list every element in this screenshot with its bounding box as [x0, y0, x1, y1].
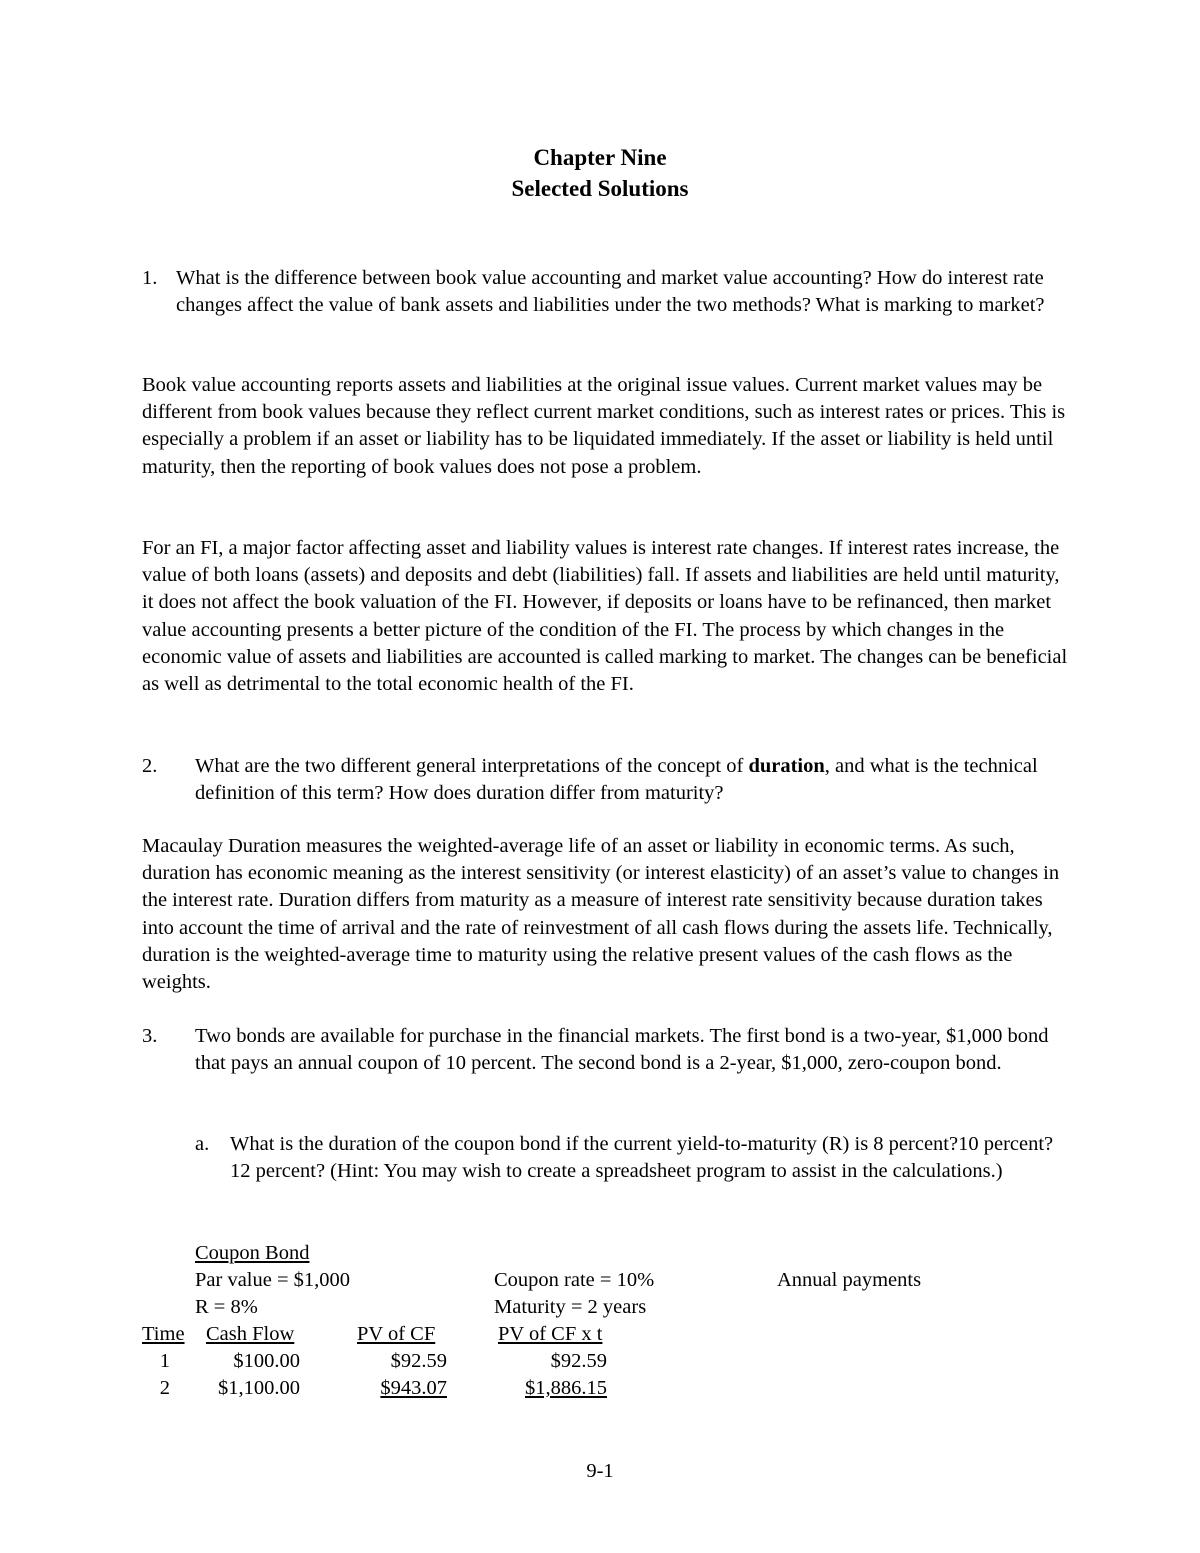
- row-1-pv-of-cf: $92.59: [390, 1350, 447, 1372]
- par-value: Par value = $1,000: [195, 1269, 351, 1291]
- page-number: 9-1: [586, 1460, 614, 1482]
- part-a-label: a.: [195, 1133, 210, 1155]
- question-1-number: 1.: [142, 267, 158, 289]
- question-3-text: Two bonds are available for purchase in the financial markets. The first bond is a two-year, $1,000 bond that pays an annual coupon of 10 percent. The second bond is a 2-year, $1,000, zero-coupon bond.: [195, 1025, 1049, 1075]
- row-2-cash-flow: $1,100.00: [218, 1377, 300, 1399]
- row-2-pv-of-cf-x-t: [480, 1375, 607, 1402]
- question-3-number: 3.: [142, 1025, 158, 1047]
- answer-1-paragraph-2: For an FI, a major factor affecting asset and liability values is interest rate changes. If interest rates increase, the value of both loans (assets) and deposits and debt (liabilities) fall. If assets and liabilities are held until maturity, it does not affect the book valuation of the FI. However, if deposits or loans have to be refinanced, then market value accounting presents a better picture of the condition of the FI. The process by which changes in the economic value of assets and liabilities are accounted is called marking to market. The changes can be beneficial as well as detrimental to the total economic health of the FI.: [142, 537, 1068, 696]
- chapter-subtitle: Selected Solutions: [511, 176, 689, 201]
- row-2-time: 2: [159, 1377, 170, 1399]
- coupon-bond-heading: Coupon Bond: [195, 1242, 310, 1264]
- question-2-text-start: What are the two different general interpretations of the concept of: [195, 755, 749, 777]
- row-1-time: 1: [159, 1350, 170, 1372]
- column-header-pv-of-cf-x-t: PV of CF x t: [498, 1323, 603, 1345]
- answer-1-paragraph-1: Book value accounting reports assets and liabilities at the original issue values. Current market values may be different from book values because they reflect current market conditions, such as interest rates or prices. This is especially a problem if an asset or liability has to be liquidated immediately. If the asset or liability is held until maturity, then the reporting of book values does not pose a problem.: [142, 374, 1066, 478]
- column-header-time: Time: [142, 1323, 185, 1345]
- row-1-cash-flow: $100.00: [233, 1350, 300, 1372]
- row-2-pv-of-cf-x-t-value: $1,886.15: [525, 1377, 607, 1399]
- row-2-pv-of-cf: [340, 1375, 447, 1402]
- chapter-title: Chapter Nine: [533, 145, 667, 170]
- row-1-pv-of-cf-x-t: $92.59: [550, 1350, 607, 1372]
- maturity: Maturity = 2 years: [494, 1296, 647, 1318]
- answer-2-paragraph: Macaulay Duration measures the weighted-average life of an asset or liability in economic terms. As such, duration has economic meaning as the interest sensitivity (or interest elasticity) of an asset’s value to changes in the interest rate. Duration differs from maturity as a measure of interest rate sensitivity because duration takes into account the time of arrival and the rate of reinvestment of all cash flows during the assets life. Technically, duration is the weighted-average time to maturity using the relative present values of the cash flows as the weights.: [142, 835, 1060, 994]
- column-header-pv-of-cf: PV of CF: [357, 1323, 436, 1345]
- question-2-number: 2.: [142, 755, 158, 777]
- duration-keyword: duration: [748, 755, 825, 777]
- coupon-rate: Coupon rate = 10%: [494, 1269, 655, 1291]
- question-2-text-end: , and what is the technical definition of this term? How does duration differ from maturity?: [195, 755, 1038, 805]
- annual-payments: Annual payments: [777, 1269, 922, 1291]
- part-a-text: What is the duration of the coupon bond if the current yield-to-maturity (R) is 8 percent?10 percent? 12 percent? (Hint: You may wish to create a spreadsheet program to assist in the calculations.): [230, 1133, 1054, 1183]
- question-2-text: [195, 753, 1055, 807]
- question-1-text: What is the difference between book value accounting and market value accounting? How do interest rate changes affect the value of bank assets and liabilities under the two methods? What is marking to market?: [176, 267, 1045, 317]
- yield-rate: R = 8%: [195, 1296, 258, 1318]
- column-header-cash-flow: Cash Flow: [206, 1323, 295, 1345]
- row-2-pv-of-cf-value: $943.07: [380, 1377, 447, 1399]
